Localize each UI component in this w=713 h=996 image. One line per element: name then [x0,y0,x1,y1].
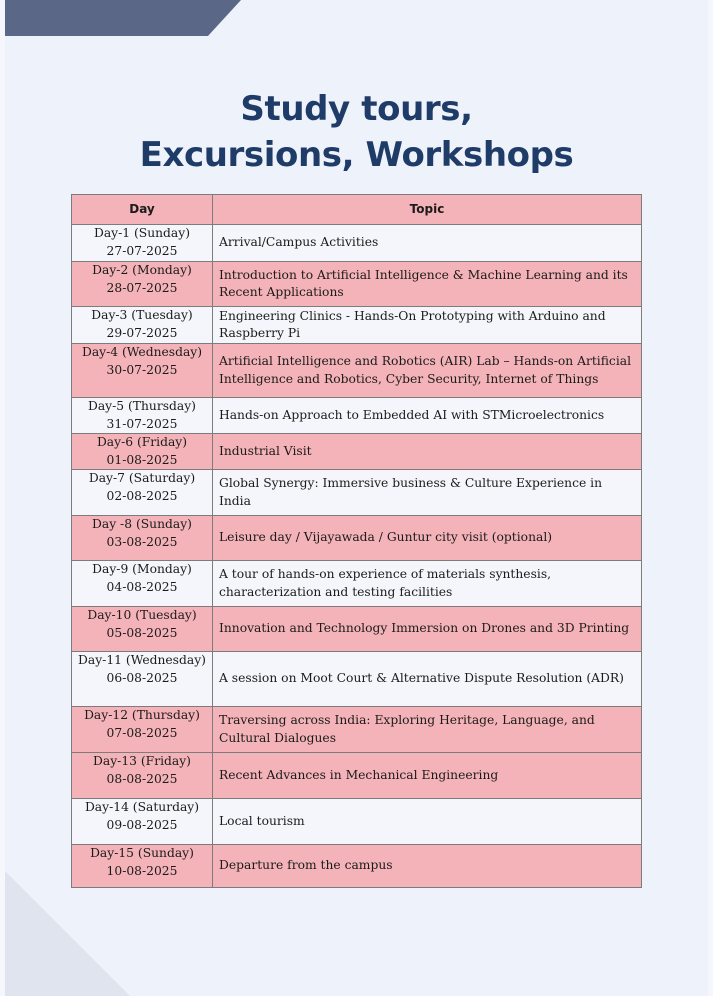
table-row [72,753,642,799]
day-cell [72,799,213,845]
topic-cell: Global Synergy: Immersive business & Culture Experience in India [213,470,642,516]
day-date: 29-07-2025 [106,325,178,340]
day-label: Day-2 (Monday) [92,263,192,277]
topic-cell: Leisure day / Vijayawada / Guntur city visit (optional) [213,516,642,561]
day-cell [72,398,213,434]
day-label: Day-9 (Monday) [92,562,192,576]
day-label: Day-4 (Wednesday) [81,345,203,359]
title-line-1: Study tours, [240,89,473,129]
topic-cell: Local tourism [213,799,642,845]
table-row [72,434,642,470]
day-date: 03-08-2025 [106,534,178,549]
day-label: Day-13 (Friday) [93,754,191,768]
topic-cell: Innovation and Technology Immersion on Drones and 3D Printing [213,607,642,652]
day-date: 09-08-2025 [106,817,178,832]
header-day: Day [72,195,213,225]
table-row [72,561,642,607]
day-date: 27-07-2025 [106,243,178,258]
topic-cell: Engineering Clinics - Hands-On Prototyping with Arduino and Raspberry Pi [213,307,642,344]
corner-decoration-top [5,0,241,36]
day-date: 06-08-2025 [106,670,178,685]
day-label: Day -8 (Sunday) [92,517,192,531]
table-row [72,307,642,344]
day-cell [72,652,213,707]
day-date: 28-07-2025 [106,280,178,295]
table-row [72,398,642,434]
day-cell [72,707,213,753]
topic-cell: Industrial Visit [213,434,642,470]
corner-decoration-bottom [5,871,130,996]
title-line-2: Excursions, Workshops [139,135,574,175]
topic-cell: Recent Advances in Mechanical Engineering [213,753,642,799]
document-page [5,0,708,996]
day-label: Day-3 (Tuesday) [91,308,193,322]
day-cell [72,434,213,470]
day-date: 08-08-2025 [106,771,178,786]
day-cell [72,753,213,799]
day-cell [72,307,213,344]
day-cell [72,607,213,652]
day-label: Day-10 (Tuesday) [87,608,197,622]
topic-cell: Traversing across India: Exploring Heritage, Language, and Cultural Dialogues [213,707,642,753]
day-cell [72,845,213,888]
day-cell [72,225,213,262]
topic-cell: A session on Moot Court & Alternative Dispute Resolution (ADR) [213,652,642,707]
day-label: Day-15 (Sunday) [90,846,194,860]
table-row [72,262,642,307]
day-label: Day-14 (Saturday) [84,800,200,814]
day-label: Day-11 (Wednesday) [78,653,206,667]
topic-cell: Hands-on Approach to Embedded AI with STMicroelectronics [213,398,642,434]
day-date: 04-08-2025 [106,579,178,594]
table-row [72,607,642,652]
table-row [72,516,642,561]
schedule-table [71,194,642,888]
table-row [72,344,642,398]
topic-cell: Introduction to Artificial Intelligence & Machine Learning and its Recent Applications [213,262,642,307]
table-row [72,225,642,262]
day-label: Day-5 (Thursday) [87,399,196,413]
day-cell [72,516,213,561]
table-row [72,799,642,845]
topic-cell: Arrival/Campus Activities [213,225,642,262]
topic-cell: Artificial Intelligence and Robotics (AIR) Lab – Hands-on Artificial Intelligence and Robotics, Cyber Security, Internet of Things [213,344,642,398]
day-cell [72,561,213,607]
day-date: 30-07-2025 [106,362,178,377]
day-date: 02-08-2025 [106,488,178,503]
header-topic: Topic [213,195,642,225]
day-label: Day-6 (Friday) [96,435,188,449]
day-cell [72,470,213,516]
table-row [72,707,642,753]
day-date: 05-08-2025 [106,625,178,640]
day-label: Day-1 (Sunday) [93,226,191,240]
day-label: Day-7 (Saturday) [88,471,196,485]
day-date: 10-08-2025 [106,863,178,878]
table-row [72,470,642,516]
day-label: Day-12 (Thursday) [84,708,200,722]
day-date: 01-08-2025 [106,452,178,467]
day-cell [72,344,213,398]
day-date: 07-08-2025 [106,725,178,740]
topic-cell: Departure from the campus [213,845,642,888]
table-row [72,652,642,707]
table-header-row [72,195,642,225]
day-date: 31-07-2025 [106,416,178,431]
day-cell [72,262,213,307]
topic-cell: A tour of hands-on experience of materials synthesis, characterization and testing facilities [213,561,642,607]
page-title [5,86,708,178]
table-row [72,845,642,888]
